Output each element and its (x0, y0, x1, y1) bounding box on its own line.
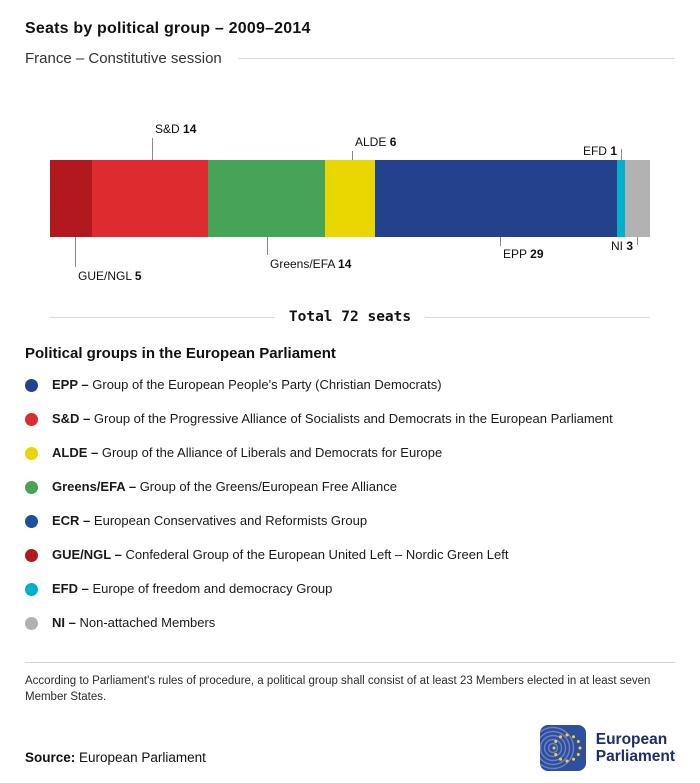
bar-label-epp-value: 29 (530, 247, 544, 261)
footer (25, 725, 675, 771)
bar-segment-efd[interactable] (617, 160, 625, 237)
legend-abbr: S&D – (52, 411, 91, 426)
bar-label-sd (155, 122, 196, 136)
bar-label-efd (520, 144, 617, 158)
efd-color-dot (25, 583, 38, 596)
source-value: European Parliament (79, 750, 206, 766)
legend-desc: Non-attached Members (79, 615, 216, 630)
logo-wordmark (596, 731, 675, 766)
bar-label-greens-efa-name: Greens/EFA (270, 257, 335, 271)
legend (25, 345, 675, 632)
bar-segment-s-d[interactable] (92, 160, 209, 237)
legend-item-label (52, 512, 367, 530)
legend-item-sd (25, 410, 675, 428)
bar-label-gue-ngl (78, 269, 142, 283)
legend-abbr: ECR – (52, 513, 91, 528)
legend-desc: Europe of freedom and democracy Group (92, 581, 333, 596)
eu-stars-hemicycle-icon (540, 725, 586, 771)
callout-line-epp (500, 237, 501, 246)
legend-title: Political groups in the European Parliament (25, 345, 336, 362)
bar-label-sd-name: S&D (155, 122, 180, 136)
bar-segment-ni[interactable] (625, 160, 650, 237)
legend-desc: Group of the Alliance of Liberals and Democrats for Europe (101, 445, 443, 460)
bar-segment-epp[interactable] (375, 160, 617, 237)
total-row (50, 309, 650, 325)
subtitle-row (25, 50, 675, 67)
legend-desc: Group of the Greens/European Free Alliance (139, 479, 397, 494)
alde-color-dot (25, 447, 38, 460)
legend-desc: Confederal Group of the European United Left – Nordic Green Left (125, 547, 509, 562)
greens-efa-color-dot (25, 481, 38, 494)
bar-segment-alde[interactable] (325, 160, 375, 237)
header-divider-line (238, 58, 675, 59)
stacked-bar (50, 160, 650, 237)
footnote: According to Parliament's rules of procedure, a political group shall consist of at least 23 Members elected in at least seven Member States. (25, 675, 651, 704)
logo-word-parliament: Parliament (595, 748, 675, 766)
legend-item-gue-ngl (25, 546, 675, 564)
footnote-divider (25, 662, 675, 663)
legend-item-label (52, 376, 442, 394)
callout-line-alde (352, 151, 353, 160)
bar-label-sd-value: 14 (183, 122, 197, 136)
callout-line-efd (621, 149, 622, 160)
source-label: Source: (25, 750, 76, 766)
callout-line-sd (152, 138, 153, 160)
bar-label-gue-ngl-value: 5 (134, 269, 142, 283)
legend-abbr: Greens/EFA – (52, 479, 137, 494)
legend-item-label (52, 444, 442, 462)
total-seats-label: Total 72 seats (288, 309, 412, 325)
legend-item-label (52, 614, 215, 632)
bar-label-efd-name: EFD (582, 144, 607, 158)
total-divider-left (50, 317, 275, 318)
bar-label-greens-efa-value: 14 (338, 257, 352, 271)
bar-label-epp (503, 247, 544, 261)
legend-item-label (52, 478, 397, 496)
legend-desc: European Conservatives and Reformists Group (93, 513, 368, 528)
legend-desc: Group of the Progressive Alliance of Socialists and Democrats in the European Parliament (93, 411, 613, 426)
gue-ngl-color-dot (25, 549, 38, 562)
legend-desc: Group of the European People's Party (Christian Democrats) (92, 377, 442, 392)
bar-segment-gue-ngl[interactable] (50, 160, 92, 237)
legend-abbr: GUE/NGL – (52, 547, 122, 562)
bar-label-alde-value: 6 (389, 135, 397, 149)
bar-label-greens-efa (270, 257, 351, 271)
legend-item-greens-efa (25, 478, 675, 496)
legend-item-ecr (25, 512, 675, 530)
legend-item-label (52, 580, 332, 598)
epp-color-dot (25, 379, 38, 392)
logo-word-european: European (595, 730, 668, 748)
bar-label-ni-value: 3 (626, 239, 633, 253)
total-divider-right (425, 317, 650, 318)
bar-label-gue-ngl-name: GUE/NGL (78, 269, 132, 283)
legend-item-efd (25, 580, 675, 598)
bar-label-alde-name: ALDE (355, 135, 387, 149)
bar-segment-greens-efa[interactable] (208, 160, 325, 237)
legend-abbr: NI – (52, 615, 76, 630)
legend-abbr: EFD – (52, 581, 89, 596)
bar-label-efd-value: 1 (610, 144, 617, 158)
page-title: Seats by political group – 2009–2014 (25, 20, 311, 37)
page-subtitle: France – Constitutive session (25, 50, 222, 67)
legend-item-label (52, 410, 613, 428)
callout-line-greens-efa (267, 237, 268, 255)
bar-label-ni-name: NI (610, 239, 623, 253)
legend-item-alde (25, 444, 675, 462)
legend-item-epp (25, 376, 675, 394)
ni-color-dot (25, 617, 38, 630)
legend-abbr: ALDE – (52, 445, 99, 460)
european-parliament-logo (540, 725, 675, 771)
legend-item-label (52, 546, 508, 564)
callout-line-ni (637, 237, 638, 245)
bar-label-alde (355, 135, 396, 149)
ecr-color-dot (25, 515, 38, 528)
bar-label-epp-name: EPP (503, 247, 527, 261)
sd-color-dot (25, 413, 38, 426)
seats-chart (0, 97, 700, 297)
header (0, 0, 700, 67)
bar-label-ni (553, 239, 633, 253)
legend-abbr: EPP – (52, 377, 89, 392)
source (25, 750, 206, 771)
callout-line-gue-ngl (75, 237, 76, 267)
legend-item-ni (25, 614, 675, 632)
